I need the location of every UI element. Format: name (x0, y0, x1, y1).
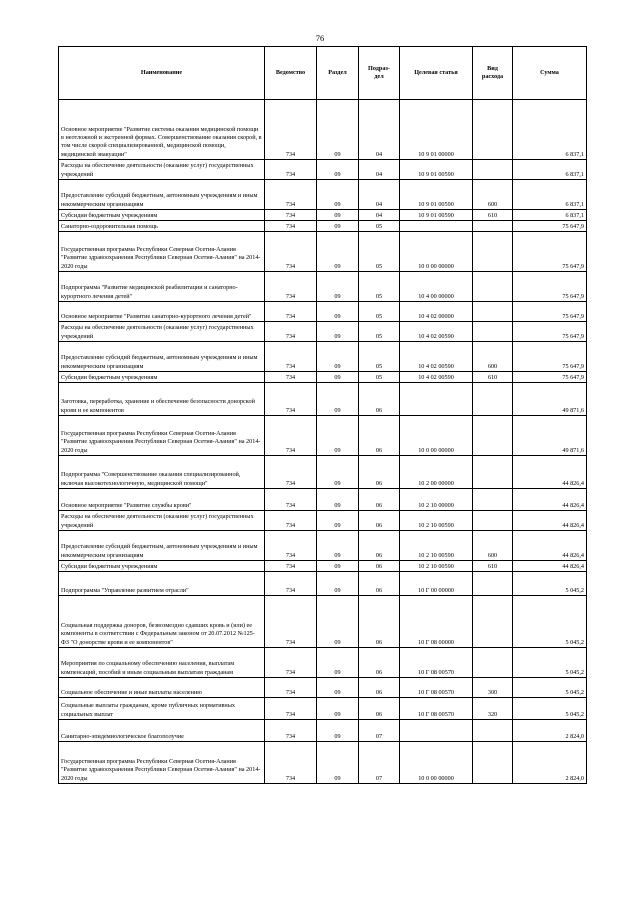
row-sum-cell: 44 826,4 (513, 489, 587, 511)
row-target-article-cell: 10 4 02 00590 (400, 372, 473, 383)
row-subsection-cell: 05 (359, 221, 400, 232)
row-expense-type-cell: 610 (473, 561, 513, 572)
row-expense-type-cell (473, 572, 513, 596)
row-target-article-cell: 10 2 10 00000 (400, 489, 473, 511)
row-department-cell: 734 (265, 698, 317, 720)
row-name-cell: Государственная программа Республики Северная Осетия-Алания "Развитие здравоохранения Республики Северная Осетия-Алания" на 2014-2020 годы (59, 416, 265, 456)
row-sum-cell: 5 045,2 (513, 648, 587, 678)
row-expense-type-cell (473, 322, 513, 342)
table-row (59, 720, 587, 742)
row-target-article-cell: 10 4 02 00000 (400, 302, 473, 322)
row-name-cell: Предоставление субсидий бюджетным, автономным учреждениям и иным некоммерческим организациям (59, 342, 265, 372)
row-subsection-cell: 05 (359, 372, 400, 383)
row-name-cell: Социальная поддержка доноров, безвозмездно сдавших кровь и (или) ее компоненты в соответствии с Федеральным законом от 20.07.2012 №125-ФЗ "О донорстве крови и ее компонентов" (59, 596, 265, 648)
row-expense-type-cell (473, 100, 513, 160)
row-section-cell: 09 (317, 531, 359, 561)
row-expense-type-cell (473, 416, 513, 456)
row-target-article-cell: 10 9 01 00590 (400, 210, 473, 221)
row-section-cell: 09 (317, 383, 359, 416)
table-row (59, 210, 587, 221)
table-body (59, 100, 587, 784)
row-section-cell: 09 (317, 489, 359, 511)
row-name-cell: Подпрограмма "Управление развитием отрасли" (59, 572, 265, 596)
row-expense-type-cell (473, 221, 513, 232)
row-target-article-cell: 10 2 10 00590 (400, 511, 473, 531)
row-section-cell: 09 (317, 720, 359, 742)
table-row (59, 416, 587, 456)
row-section-cell: 09 (317, 698, 359, 720)
row-target-article-cell: 10 4 02 00590 (400, 342, 473, 372)
row-subsection-cell: 06 (359, 456, 400, 489)
row-section-cell: 09 (317, 648, 359, 678)
row-expense-type-cell (473, 720, 513, 742)
row-sum-cell: 49 871,6 (513, 383, 587, 416)
table-header-row (59, 47, 587, 100)
row-department-cell: 734 (265, 210, 317, 221)
row-expense-type-cell: 300 (473, 678, 513, 698)
row-sum-cell: 75 647,9 (513, 272, 587, 302)
page-number: 76 (315, 33, 325, 43)
row-section-cell: 09 (317, 232, 359, 272)
table-row (59, 232, 587, 272)
row-section-cell: 09 (317, 342, 359, 372)
table-row (59, 698, 587, 720)
table-row (59, 180, 587, 210)
row-target-article-cell (400, 383, 473, 416)
row-sum-cell: 75 647,9 (513, 221, 587, 232)
row-target-article-cell: 10 2 00 00000 (400, 456, 473, 489)
row-subsection-cell: 04 (359, 210, 400, 221)
row-subsection-cell: 04 (359, 180, 400, 210)
row-department-cell: 734 (265, 456, 317, 489)
row-name-cell: Основное мероприятие "Развитие санаторно-курортного лечения детей" (59, 302, 265, 322)
row-department-cell: 734 (265, 678, 317, 698)
column-header-target-article: Целевая статья (400, 47, 473, 100)
row-subsection-cell: 05 (359, 302, 400, 322)
row-section-cell: 09 (317, 160, 359, 180)
table-row (59, 742, 587, 784)
row-subsection-cell: 06 (359, 561, 400, 572)
table-row (59, 531, 587, 561)
row-department-cell: 734 (265, 511, 317, 531)
row-sum-cell: 75 647,9 (513, 302, 587, 322)
row-subsection-cell: 06 (359, 572, 400, 596)
column-header-section: Раздел (317, 47, 359, 100)
row-name-cell: Подпрограмма "Развитие медицинской реабилитации и санаторно-курортного лечения детей" (59, 272, 265, 302)
row-expense-type-cell: 600 (473, 531, 513, 561)
row-target-article-cell: 10 Г 00 00000 (400, 572, 473, 596)
row-target-article-cell: 10 Г 08 00570 (400, 648, 473, 678)
table-row (59, 322, 587, 342)
row-name-cell: Санаторно-оздоровительная помощь (59, 221, 265, 232)
row-sum-cell: 75 647,9 (513, 322, 587, 342)
row-sum-cell: 75 647,9 (513, 342, 587, 372)
row-expense-type-cell (473, 511, 513, 531)
row-sum-cell: 49 871,6 (513, 416, 587, 456)
table-row (59, 342, 587, 372)
column-header-name: Наименование (59, 47, 265, 100)
table-row (59, 372, 587, 383)
row-department-cell: 734 (265, 180, 317, 210)
row-name-cell: Субсидии бюджетным учреждениям (59, 372, 265, 383)
row-name-cell: Предоставление субсидий бюджетным, автономным учреждениям и иным некоммерческим организациям (59, 531, 265, 561)
row-department-cell: 734 (265, 342, 317, 372)
row-sum-cell: 5 045,2 (513, 678, 587, 698)
row-sum-cell: 44 826,4 (513, 511, 587, 531)
row-subsection-cell: 06 (359, 531, 400, 561)
row-target-article-cell: 10 4 02 00590 (400, 322, 473, 342)
row-expense-type-cell (473, 596, 513, 648)
row-expense-type-cell: 320 (473, 698, 513, 720)
column-header-department: Ведомство (265, 47, 317, 100)
row-department-cell: 734 (265, 596, 317, 648)
row-sum-cell: 75 647,9 (513, 372, 587, 383)
row-section-cell: 09 (317, 100, 359, 160)
row-section-cell: 09 (317, 221, 359, 232)
row-department-cell: 734 (265, 572, 317, 596)
table-row (59, 272, 587, 302)
table-row (59, 596, 587, 648)
row-section-cell: 09 (317, 302, 359, 322)
row-sum-cell: 2 824,0 (513, 720, 587, 742)
row-sum-cell: 6 837,1 (513, 210, 587, 221)
row-section-cell: 09 (317, 678, 359, 698)
table-row (59, 648, 587, 678)
row-target-article-cell: 10 4 00 00000 (400, 272, 473, 302)
row-department-cell: 734 (265, 221, 317, 232)
row-target-article-cell: 10 9 01 00590 (400, 160, 473, 180)
row-name-cell: Расходы на обеспечение деятельности (оказание услуг) государственных учреждений (59, 160, 265, 180)
row-expense-type-cell (473, 272, 513, 302)
row-name-cell: Санитарно-эпидемиологическое благополучие (59, 720, 265, 742)
row-section-cell: 09 (317, 210, 359, 221)
row-expense-type-cell (473, 489, 513, 511)
row-section-cell: 09 (317, 272, 359, 302)
row-name-cell: Заготовка, переработка, хранение и обеспечение безопасности донорской крови и ее компонентов (59, 383, 265, 416)
budget-table (58, 46, 587, 784)
row-section-cell: 09 (317, 596, 359, 648)
row-sum-cell: 5 045,2 (513, 698, 587, 720)
row-sum-cell: 2 824,0 (513, 742, 587, 784)
row-section-cell: 09 (317, 561, 359, 572)
row-target-article-cell: 10 0 00 00000 (400, 232, 473, 272)
row-section-cell: 09 (317, 416, 359, 456)
row-department-cell: 734 (265, 272, 317, 302)
row-target-article-cell: 10 0 00 00000 (400, 742, 473, 784)
table-row (59, 383, 587, 416)
table-row (59, 302, 587, 322)
row-target-article-cell: 10 2 10 00590 (400, 531, 473, 561)
row-expense-type-cell: 600 (473, 342, 513, 372)
row-sum-cell: 75 647,9 (513, 232, 587, 272)
row-subsection-cell: 06 (359, 489, 400, 511)
row-target-article-cell: 10 Г 08 00000 (400, 596, 473, 648)
table-row (59, 456, 587, 489)
row-name-cell: Основное мероприятие "Развитие службы крови" (59, 489, 265, 511)
table-row (59, 100, 587, 160)
row-expense-type-cell (473, 456, 513, 489)
row-section-cell: 09 (317, 180, 359, 210)
row-sum-cell: 6 837,1 (513, 180, 587, 210)
row-department-cell: 734 (265, 648, 317, 678)
row-section-cell: 09 (317, 322, 359, 342)
row-subsection-cell: 05 (359, 322, 400, 342)
row-expense-type-cell: 610 (473, 210, 513, 221)
row-department-cell: 734 (265, 232, 317, 272)
row-department-cell: 734 (265, 742, 317, 784)
column-header-expense-type: Вид расхода (473, 47, 513, 100)
row-department-cell: 734 (265, 720, 317, 742)
row-department-cell: 734 (265, 383, 317, 416)
row-name-cell: Предоставление субсидий бюджетным, автономным учреждениям и иным некоммерческим организациям (59, 180, 265, 210)
row-section-cell: 09 (317, 456, 359, 489)
row-subsection-cell: 06 (359, 678, 400, 698)
row-sum-cell: 44 826,4 (513, 456, 587, 489)
row-expense-type-cell (473, 383, 513, 416)
row-department-cell: 734 (265, 561, 317, 572)
row-department-cell: 734 (265, 416, 317, 456)
row-sum-cell: 5 045,2 (513, 596, 587, 648)
row-expense-type-cell (473, 648, 513, 678)
row-section-cell: 09 (317, 511, 359, 531)
row-expense-type-cell (473, 232, 513, 272)
row-subsection-cell: 06 (359, 648, 400, 678)
row-department-cell: 734 (265, 302, 317, 322)
row-name-cell: Подпрограмма "Совершенствование оказания специализированной, включая высокотехнологичную, медицинской помощи" (59, 456, 265, 489)
row-expense-type-cell (473, 302, 513, 322)
column-header-sum: Сумма (513, 47, 587, 100)
row-target-article-cell: 10 Г 08 00570 (400, 678, 473, 698)
row-section-cell: 09 (317, 742, 359, 784)
table-row (59, 572, 587, 596)
row-expense-type-cell (473, 160, 513, 180)
row-target-article-cell: 10 2 10 00590 (400, 561, 473, 572)
row-subsection-cell: 04 (359, 160, 400, 180)
row-name-cell: Государственная программа Республики Северная Осетия-Алания "Развитие здравоохранения Республики Северная Осетия-Алания" на 2014-2020 годы (59, 232, 265, 272)
row-target-article-cell (400, 720, 473, 742)
table-row (59, 561, 587, 572)
row-department-cell: 734 (265, 489, 317, 511)
row-department-cell: 734 (265, 322, 317, 342)
row-subsection-cell: 06 (359, 698, 400, 720)
row-subsection-cell: 06 (359, 416, 400, 456)
row-expense-type-cell: 610 (473, 372, 513, 383)
column-header-subsection: Подраз- дел (359, 47, 400, 100)
row-name-cell: Основное мероприятие "Развитие системы оказания медицинской помощи в неотложной и экстренной формах. Совершенствование оказания скорой, в том числе скорой специализированной, медицинской помощи, медицинской эвакуации" (59, 100, 265, 160)
table-row (59, 221, 587, 232)
table-row (59, 678, 587, 698)
row-sum-cell: 5 045,2 (513, 572, 587, 596)
row-name-cell: Субсидии бюджетным учреждениям (59, 210, 265, 221)
row-subsection-cell: 06 (359, 383, 400, 416)
row-subsection-cell: 05 (359, 342, 400, 372)
row-subsection-cell: 07 (359, 720, 400, 742)
row-target-article-cell: 10 0 00 00000 (400, 416, 473, 456)
row-name-cell: Социальные выплаты гражданам, кроме публичных нормативных социальных выплат (59, 698, 265, 720)
row-expense-type-cell: 600 (473, 180, 513, 210)
row-department-cell: 734 (265, 160, 317, 180)
row-name-cell: Социальное обеспечение и иные выплаты населению (59, 678, 265, 698)
row-name-cell: Государственная программа Республики Северная Осетия-Алания "Развитие здравоохранения Республики Северная Осетия-Алания" на 2014-2020 годы (59, 742, 265, 784)
row-name-cell: Расходы на обеспечение деятельности (оказание услуг) государственных учреждений (59, 322, 265, 342)
table-row (59, 160, 587, 180)
row-target-article-cell: 10 9 01 00590 (400, 180, 473, 210)
row-subsection-cell: 05 (359, 272, 400, 302)
row-section-cell: 09 (317, 572, 359, 596)
row-sum-cell: 6 837,1 (513, 100, 587, 160)
row-subsection-cell: 07 (359, 742, 400, 784)
row-name-cell: Мероприятия по социальному обеспечению населения, выплатам компенсаций, пособий и иным социальным выплатам гражданам (59, 648, 265, 678)
row-department-cell: 734 (265, 372, 317, 383)
row-subsection-cell: 06 (359, 596, 400, 648)
row-sum-cell: 44 826,4 (513, 561, 587, 572)
row-target-article-cell: 10 9 01 00000 (400, 100, 473, 160)
row-department-cell: 734 (265, 100, 317, 160)
row-target-article-cell (400, 221, 473, 232)
row-subsection-cell: 06 (359, 511, 400, 531)
row-name-cell: Субсидии бюджетным учреждениям (59, 561, 265, 572)
row-subsection-cell: 05 (359, 232, 400, 272)
row-expense-type-cell (473, 742, 513, 784)
table-row (59, 489, 587, 511)
row-sum-cell: 44 826,4 (513, 531, 587, 561)
row-name-cell: Расходы на обеспечение деятельности (оказание услуг) государственных учреждений (59, 511, 265, 531)
row-sum-cell: 6 837,1 (513, 160, 587, 180)
row-section-cell: 09 (317, 372, 359, 383)
table-row (59, 511, 587, 531)
row-subsection-cell: 04 (359, 100, 400, 160)
row-department-cell: 734 (265, 531, 317, 561)
row-target-article-cell: 10 Г 08 00570 (400, 698, 473, 720)
